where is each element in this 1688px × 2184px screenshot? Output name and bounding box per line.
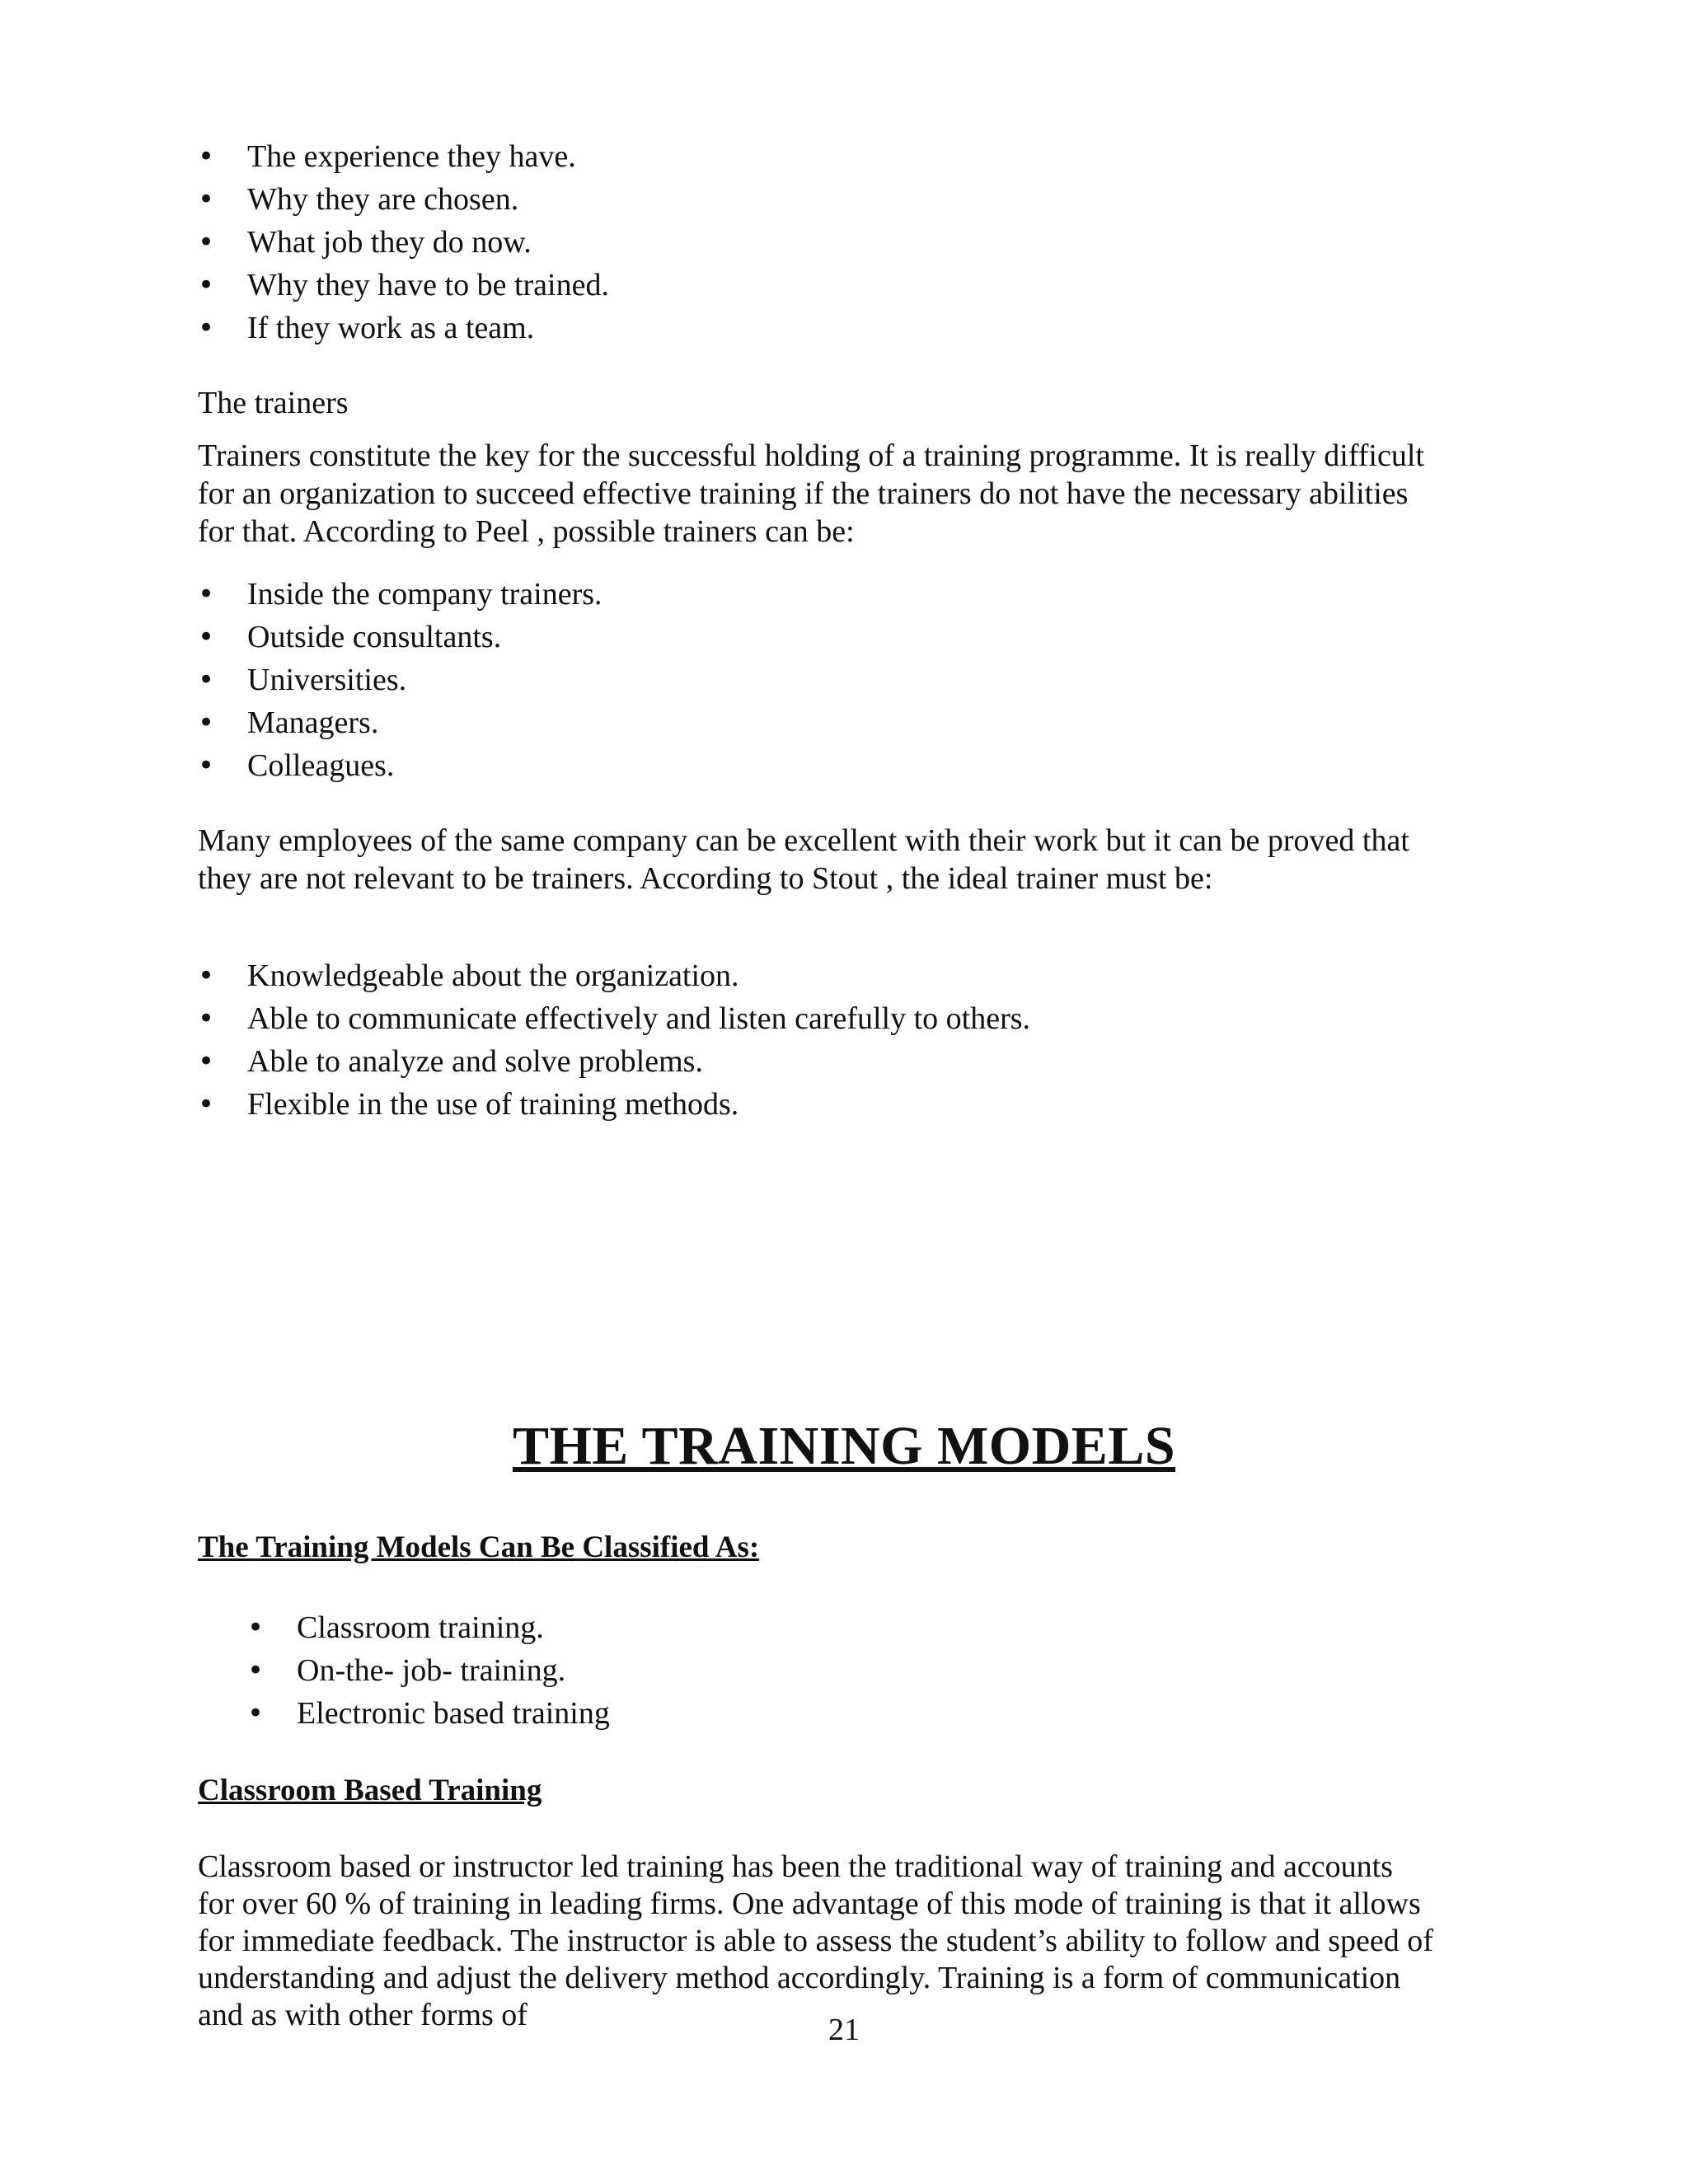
list-item: • Able to analyze and solve problems. — [198, 1040, 1434, 1083]
list-item: • Managers. — [198, 701, 1434, 744]
trainers-list — [198, 573, 1434, 787]
classroom-subheading: Classroom Based Training — [198, 1774, 542, 1807]
section-heading: THE TRAINING MODELS — [512, 1416, 1176, 1476]
models-list — [247, 1606, 1401, 1735]
list-item: • Electronic based training — [247, 1692, 1401, 1735]
trainees-list — [198, 135, 1434, 349]
trainers-paragraph: Trainers constitute the key for the successful holding of a training programme. It is really difficult for an organization to succeed effective training if the trainers do not have the necessary abilities for that. According to Peel , possible trainers can be: — [198, 438, 1424, 549]
list-item: • Outside consultants. — [198, 616, 1434, 658]
list-item: • Able to communicate effectively and listen carefully to others. — [198, 997, 1434, 1040]
trainers-paragraph-block — [198, 437, 1434, 551]
list-item: • If they work as a team. — [198, 307, 1434, 349]
list-item: • Flexible in the use of training methods. — [198, 1083, 1434, 1126]
list-item: • Inside the company trainers. — [198, 573, 1434, 616]
list-item: • Why they are chosen. — [198, 178, 1434, 221]
list-item: • On-the- job- training. — [247, 1649, 1401, 1692]
classroom-paragraph-block — [198, 1849, 1434, 2034]
trainers-label: The trainers — [198, 386, 349, 420]
list-item: • Classroom training. — [247, 1606, 1401, 1649]
classified-subheading: The Training Models Can Be Classified As: — [198, 1530, 760, 1564]
employees-paragraph: Many employees of the same company can be excellent with their work but it can be proved that they are not relevant to be trainers. According to Stout , the ideal trainer must be: — [198, 823, 1409, 896]
employees-paragraph-block — [198, 822, 1434, 898]
list-item: • What job they do now. — [198, 221, 1434, 264]
list-item: • Knowledgeable about the organization. — [198, 954, 1434, 997]
list-item: • Why they have to be trained. — [198, 264, 1434, 307]
ideal-trainer-list-block — [198, 954, 1434, 1126]
models-list-block — [247, 1606, 1401, 1735]
trainers-list-block — [198, 573, 1434, 787]
ideal-trainer-list — [198, 954, 1434, 1126]
trainees-list-block — [198, 135, 1434, 349]
page-number: 21 — [828, 2013, 860, 2047]
list-item: • Colleagues. — [198, 744, 1434, 787]
list-item: • Universities. — [198, 658, 1434, 701]
list-item: • The experience they have. — [198, 135, 1434, 178]
classroom-paragraph: Classroom based or instructor led training has been the traditional way of training and accounts for over 60 % of training in leading firms. One advantage of this mode of training is that it allows for immediate feedback. The instructor is able to assess the student’s ability to follow and speed of understanding and adjust the delivery method accordingly. Training is a form of communication and as with other forms of — [198, 1849, 1433, 2032]
